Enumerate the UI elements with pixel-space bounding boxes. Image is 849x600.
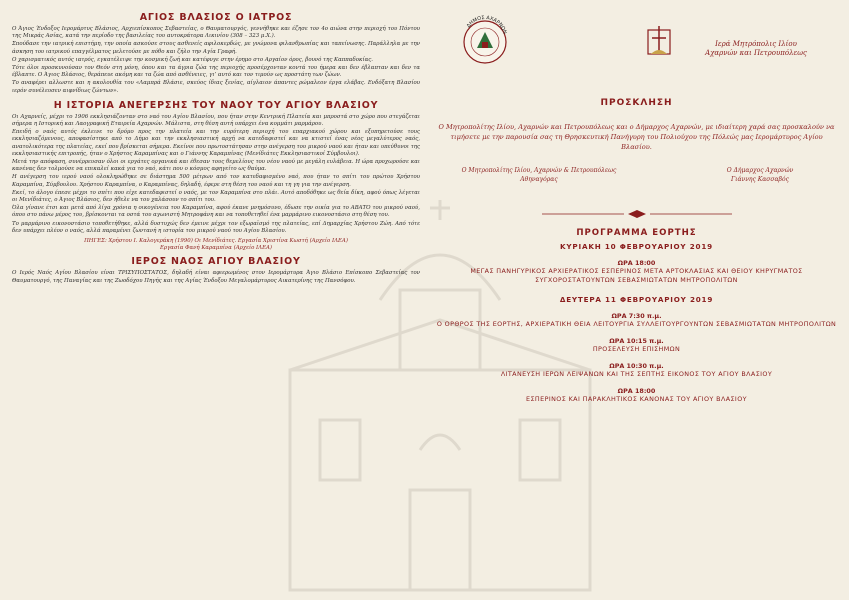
- signature-name: Γιάννης Κασσαβός: [731, 176, 789, 183]
- program-day-1: [434, 242, 839, 285]
- paragraph: Οι Αχαρνείς, μέχρι το 1906 εκκλησιάζονταν στο ναό του Αγίου Βλασίου, που ήταν στην Κεντρική Πλατεία και μπροστά στο χώρο που στεγάζεται σήμερα η Ιστορική και Λαογραφική Εταιρεία Αχαρνών. Μάλιστα, στη θέση αυτή υπάρχει ένα κομμάτι μαρμάρου.: [12, 113, 420, 128]
- municipality-logo-icon: [462, 12, 508, 72]
- section-title: Η ΙΣΤΟΡΙΑ ΑΝΕΓΕΡΣΗΣ ΤΟΥ ΝΑΟΥ ΤΟΥ ΑΓΙΟΥ ΒΛΑΣΙΟΥ: [53, 99, 379, 111]
- header: [434, 10, 839, 92]
- program-date: ΔΕΥΤΕΡΑ 11 ΦΕΒΡΟΥΑΡΙΟΥ 2019: [559, 295, 714, 304]
- paragraph: Σπούδασε την ιατρική επιστήμη, την οποία ασκούσε στους ασθενείς αφιλοκερδώς, με γνώμονα φιλανθρωπίας και ταπείνωσης. Παράλληλα με την άσκηση του ιατρικού επαγγέλματος μελετούσε με πόθο και ζήλο την Αγία Γραφή.: [12, 41, 420, 55]
- program-event: [434, 259, 839, 285]
- event-description: ΜΕΓΑΣ ΠΑΝΗΓΥΡΙΚΟΣ ΑΡΧΙΕΡΑΤΙΚΟΣ ΕΣΠΕΡΙΝΟΣ ΜΕΤΑ ΑΡΤΟΚΛΑΣΙΑΣ ΚΑΙ ΘΕΙΟΥ ΚΗΡΥΓΜΑΤΟΣ ΣΥΓΧΟΡΟΣΤΑΤΟΥΝΤΩΝ ΣΕΒΑΣΜΙΩΤΑΤΩΝ ΜΗΤΡΟΠΟΛΙΤΩΝ: [470, 267, 803, 284]
- paragraph: Η ανέγερση του ιερού ναού ολοκληρώθηκε σε διάστημα 500 μέτρων από τον κατεδαφισμένο ναό, που ήταν το σπίτι του πρώτου Χρήστου Καραμπίνα, Σύμβουλου. Χρήστου Καραμπίνα, ο Καραμπίνας, δηλαδή, έφερε στη θέση του ναού και τη γη για την ανέγερση.: [12, 174, 420, 188]
- signature-metropolitan: [434, 166, 644, 184]
- invitation-text: Ο Μητροπολίτης Ιλίου, Αχαρνών και Πετρουπόλεως και ο Δήμαρχος Αχαρνών, με ιδιαίτερη χαρά σας προσκαλούν να τιμήσετε με την παρουσία σας τη Θρησκευτική Πανήγυρη του Πολιούχου της Πόλεώς μας Ιερομάρτυρος Αγίου Βλασίου.: [438, 123, 835, 151]
- program-day-2: [434, 295, 839, 404]
- program-event: [434, 387, 839, 404]
- paragraph: Ο Ιερός Ναός Αγίου Βλασίου είναι ΤΡΙΣΥΠΟΣΤΑΤΟΣ, δηλαδή είναι αφιερωμένος στον Ιερομάρτυρα Άγιο Βλάσιο Επίσκοπο Σεβαστείας τον Θαυματουργό, της Παναγίας και της Ζωοδόχου Πηγής και της Αγίας Ένδοξου Μεγαλομάρτυρος Αικατερίνης της Πανσόφου.: [12, 270, 420, 284]
- metropolis-line: Αχαρνών και Πετρουπόλεως: [705, 49, 807, 57]
- program-event: [434, 362, 839, 379]
- metropolis-name: [676, 40, 836, 58]
- event-time: ΩΡΑ 10:30 π.μ.: [609, 362, 664, 370]
- section-title: ΑΓΙΟΣ ΒΛΑΣΙΟΣ Ο ΙΑΤΡΟΣ: [139, 12, 293, 23]
- section-title: ΙΕΡΟΣ ΝΑΟΣ ΑΓΙΟΥ ΒΛΑΣΙΟΥ: [131, 256, 301, 268]
- invitation-column: [434, 10, 839, 596]
- program-date: ΚΥΡΙΑΚΗ 10 ΦΕΒΡΟΥΑΡΙΟΥ 2019: [560, 242, 713, 251]
- logo-top-text: ΔΗΜΟΣ ΑΧΑΡΝΩΝ: [465, 14, 508, 35]
- invitation-title: ΠΡΟΣΚΛΗΣΗ: [600, 98, 673, 108]
- event-description: ΛΙΤΑΝΕΥΣΗ ΙΕΡΩΝ ΛΕΙΨΑΝΩΝ ΚΑΙ ΤΗΣ ΣΕΠΤΗΣ ΕΙΚΟΝΟΣ ΤΟΥ ΑΓΙΟΥ ΒΛΑΣΙΟΥ: [500, 370, 773, 378]
- paragraph: Όλα γίνανε έτσι και μετά από λίγα χρόνια η οικογένεια του Καραμπίνα, αφού έκανε μνημόσυνο, έδωσε την οικία για το ΑΒΑΤΟ του μικρού ναού, όπου στο πάνω μέρος του, βρίσκονται τα οστά του αγωνιστή Μητροφάνη και να τοποθετηθεί ένα μαρμάρινο εικονοστάσιο στη θέση του.: [12, 205, 420, 219]
- event-description: ΠΡΟΣΕΛΕΥΣΗ ΕΠΙΣΗΜΩΝ: [592, 345, 681, 353]
- paragraph: Το μαρμάρινο εικονοστάσιο τοποθετήθηκε, αλλά δυστυχώς δεν έμεινε μέχρι τον εξωραϊσμό της πλατείας, επί Δημαρχίας Χρήστου Ζώη. Από τότε δεν υπάρχει πλέον ο ναός, αλλά παραμένει ζωντανή η ιστορία του μικρού ναού του Αγίου Βλασίου.: [12, 220, 420, 234]
- paragraph: Τότε όλοι προσκυνούσαν τον Θεόν στη μόνη, όπου και τα άγρια ζώα της περιοχής προσέρχονταν κοντά του ήμερα και δεν έβλαπταν και δεν τα έβλαπτε. Ο Άγιος Βλάσιος, θεράπευε ακόμη και τα ζώα από ασθένειες, γι’ αυτό και τον τιμούν ως προστάτη των ζώων.: [12, 65, 420, 79]
- signature-role: Ο Μητροπολίτης Ιλίου, Αχαρνών & Πετρουπόλεως: [461, 167, 617, 174]
- signature-name: Αθηναγόρας: [520, 176, 558, 183]
- event-time: ΩΡΑ 7:30 π.μ.: [611, 312, 662, 320]
- event-time: ΩΡΑ 10:15 π.μ.: [609, 337, 664, 345]
- program-event: [434, 337, 839, 354]
- metropolis-logo: [646, 24, 831, 74]
- paragraph: Μετά την απόφαση, συνέρρευσαν όλοι οι εργάτες οργανικά και έθεσαν τους θεμελίους του νέου ναού με μεγάλη ευλάβεια. Η ώρα προχωρούσε και κανένας δεν τολμούσε να επικαλεί κακά για το ναό, κάτι που ο κόσμος αφηγείτο ως θαύμα.: [12, 159, 420, 173]
- paragraph: Ο χαρισματικός αυτός ιατρός, εγκατέλειψε την κοσμική ζωή και κατέφυγε στην έρημο στο Αργαίον όρος, βουνό της Καππαδοκίας.: [12, 56, 373, 63]
- ornament-divider-icon: [542, 210, 732, 218]
- event-description: Ο ΟΡΘΡΟΣ ΤΗΣ ΕΟΡΤΗΣ, ΑΡΧΙΕΡΑΤΙΚΗ ΘΕΙΑ ΛΕΙΤΟΥΡΓΙΑ ΣΥΛΛΕΙΤΟΥΡΓΟΥΝΤΩΝ ΣΕΒΑΣΜΙΩΤΑΤΩΝ ΜΗΤΡΟΠΟΛΙΤΩΝ: [436, 320, 837, 328]
- signature-role: Ο Δήμαρχος Αχαρνών: [726, 167, 794, 174]
- signatures: [434, 166, 839, 206]
- program-title: ΠΡΟΓΡΑΜΜΑ ΕΟΡΤΗΣ: [576, 228, 697, 238]
- history-column: [12, 10, 420, 596]
- event-time: ΩΡΑ 18:00: [617, 259, 656, 267]
- signature-mayor: [685, 166, 835, 184]
- metropolis-emblem-icon: [646, 24, 672, 58]
- event-time: ΩΡΑ 18:00: [617, 387, 656, 395]
- paragraph: Το αναφέρει αλλωστε και η ακολουθία του «Λαμπρά Βλάσιε, σκεύος ίδιας ξενίας, αίγλαιον άπαντες ρώμαλεον έργα ελάβας. Ενδόξατη Βλασίου ιερόν συνέλευσεν αιφνίδιως ζώντων».: [12, 80, 420, 94]
- paragraph: Εκεί, το άλογο έπεσε μέχρι το σπίτι που είχε κατεδαφιστεί ο ναός, με τον Καραμπίνα στο πλάι. Αυτό αποδόθηκε ως θεία δίκη, αφού όπως λέγεται οι Μενίδιάτες, ο Άγιος Βλάσιος, δεν ήθελε να του χαλάσουν το σπίτι του.: [12, 189, 420, 204]
- source-line: ΠΗΓΕΣ: Χρήστου Ι. Καλογεράκη (1990) Οι Μενίδιάτες. Εργασία Χριστίνα Κωστή (Αρχείο ΙΛΕΑ): [84, 238, 348, 245]
- event-description: ΕΣΠΕΡΙΝΟΣ ΚΑΙ ΠΑΡΑΚΛΗΤΙΚΟΣ ΚΑΝΟΝΑΣ ΤΟΥ ΑΓΙΟΥ ΒΛΑΣΙΟΥ: [526, 395, 747, 403]
- paragraph: Ο Άγιος Ένδοξος Ιερομάρτυς Βλάσιος, Αρχιεπίσκοπος Σεβαστείας, ο Θαυματουργός, γεννήθηκε και έζησε τον 4ο αιώνα στην περιοχή του Πόντου της Μικράς Ασίας, κατά την περίοδο της βασιλείας του αυτοκράτορα Λικινίου (308 – 323 μ.Χ.).: [12, 26, 420, 40]
- paragraph: Επειδή ο ναός αυτός έκλεινε το δρόμο προς την πλατεία και την ευρύτερη περιοχή του επαρχιακού χώρου και εξυπηρετούσε τους εκκλησιαζόμενους, αποφασίστηκε από το Δήμο και την εκκλησιαστική αρχή να κατεδαφιστεί και να κτιστεί ένας νέος μεγαλύτερος ναός, ανατολικότερα της πλατείας, εκεί που βρίσκεται σήμερα. Εκείνοι που πρωτοστάτησαν στην ανέγερση του μικρού ναού και ήταν και υπεύθυνοι της εκκλησιαστικής επιτροπής, ήταν ο Χρήστος Καραμπίνας και ο Γιάννης Καραμπίνας (Μενίδιάτες Εκκλησιαστικοί Σύμβουλοι).: [12, 129, 420, 157]
- source-line: Εργασία Φανή Καραμπίνα (Αρχείο ΙΛΕΑ): [159, 245, 272, 252]
- program-event: [434, 312, 839, 329]
- metropolis-line: Ιερά Μητρόπολις Ιλίου: [715, 40, 797, 48]
- sources: [12, 238, 420, 252]
